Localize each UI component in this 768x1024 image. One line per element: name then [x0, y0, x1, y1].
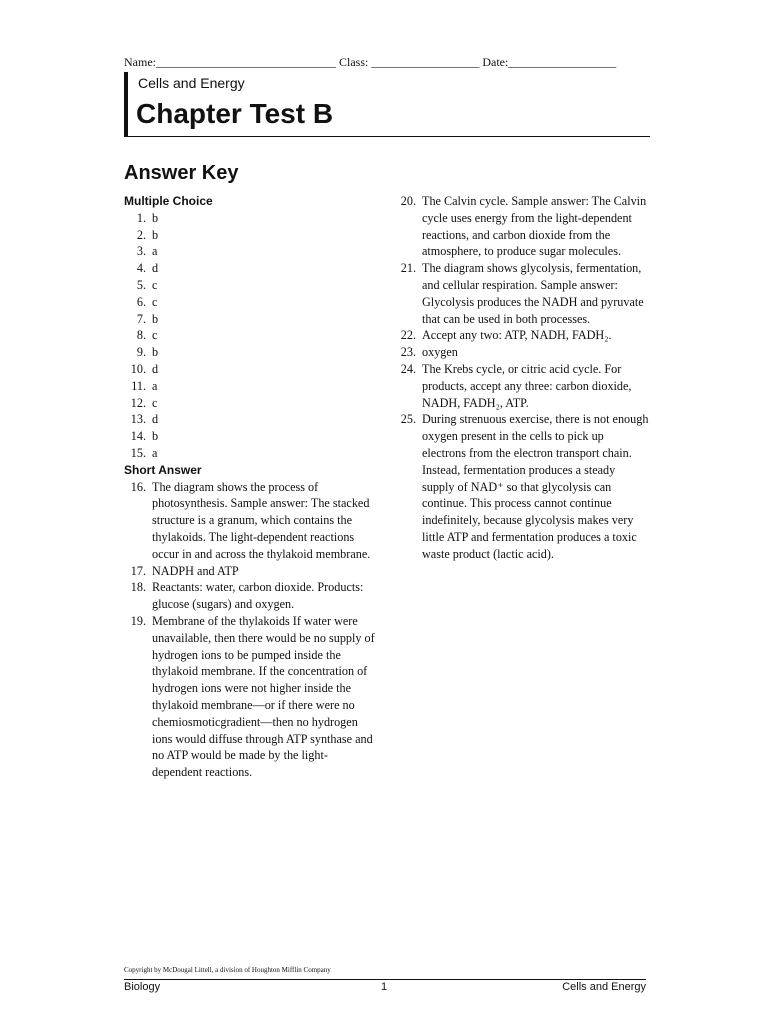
item-number: 2.	[136, 227, 146, 242]
item-text: c	[152, 277, 158, 292]
item-text: The Krebs cycle, or citric acid cycle. For products, accept any three: carbon dioxide, NADH, FADH₂, ATP.	[422, 361, 632, 410]
item-number: 22.	[400, 328, 416, 343]
item-number: 25.	[400, 412, 416, 427]
item-text: d	[152, 261, 159, 276]
answer-item	[394, 327, 650, 344]
item-text: During strenuous exercise, there is not enough oxygen present in the cells to pick up electrons from the electron transport chain. Instead, fermentation produces a steady supply of NAD⁺ so that glycolysis can continue. This process cannot continue indefinitely, because glycolysis makes very little ATP and fermentation produces a toxic waste product (lactic acid).	[422, 412, 649, 561]
answer-item	[124, 277, 376, 294]
item-number: 11.	[131, 378, 146, 393]
item-number: 18.	[130, 580, 146, 595]
item-text: b	[152, 311, 159, 326]
item-number: 10.	[130, 361, 146, 376]
answer-item	[394, 193, 650, 260]
item-number: 17.	[130, 563, 146, 578]
answer-item	[394, 361, 650, 411]
answer-item	[124, 327, 376, 344]
answer-key-heading: Answer Key	[124, 162, 239, 184]
answer-item	[394, 411, 650, 562]
footer-divider	[124, 979, 646, 980]
item-text: d	[152, 412, 159, 427]
item-number: 15.	[130, 445, 146, 460]
item-number: 1.	[136, 210, 146, 225]
answer-item	[124, 227, 376, 244]
answer-item	[124, 294, 376, 311]
item-text: c	[152, 294, 158, 309]
answer-item	[124, 378, 376, 395]
item-text: The diagram shows the process of photosynthesis. Sample answer: The stacked structure is a granum, which contains the thylakoids. The light-dependent reactions occur in and across the thylakoid membrane.	[152, 479, 371, 561]
item-number: 9.	[136, 345, 146, 360]
item-number: 4.	[136, 261, 146, 276]
item-number: 14.	[130, 429, 146, 444]
right-column	[394, 193, 650, 563]
item-number: 6.	[136, 294, 146, 309]
page-number: 1	[381, 981, 388, 993]
answer-item	[124, 428, 376, 445]
answer-item	[124, 311, 376, 328]
item-number: 19.	[130, 613, 146, 628]
answer-item	[124, 479, 376, 563]
answer-item	[394, 344, 650, 361]
answer-item	[124, 243, 376, 260]
item-text: b	[152, 227, 159, 242]
item-number: 20.	[400, 194, 416, 208]
item-number: 21.	[400, 261, 416, 276]
answer-item	[124, 579, 376, 613]
item-text: a	[152, 378, 158, 393]
item-text: b	[152, 210, 159, 225]
item-number: 12.	[130, 395, 146, 410]
item-text: c	[152, 328, 158, 343]
left-column	[124, 193, 376, 781]
item-text: c	[152, 395, 158, 410]
item-text: oxygen	[422, 345, 458, 360]
answer-item	[124, 260, 376, 277]
item-text: The diagram shows glycolysis, fermentation, and cellular respiration. Sample answer: Glycolysis produces the NADH and pyruvate that can be used in both processes.	[422, 261, 644, 326]
item-text: d	[152, 361, 159, 376]
footer-course: Biology	[124, 981, 161, 993]
item-text: a	[152, 445, 158, 460]
item-number: 16.	[130, 479, 146, 494]
item-text: Accept any two: ATP, NADH, FADH₂.	[422, 328, 612, 343]
answer-item	[394, 260, 650, 327]
copyright-notice: Copyright by McDougal Littell, a division of Houghton Mifflin Company	[124, 966, 331, 974]
name-class-date-line: Name:______________________________ Class: __________________ Date:__________________	[124, 55, 617, 69]
item-text: a	[152, 244, 158, 259]
answer-item	[124, 411, 376, 428]
subject-label: Cells and Energy	[138, 75, 245, 91]
item-number: 7.	[136, 311, 146, 326]
item-number: 5.	[136, 277, 146, 292]
short-answer-heading: Short Answer	[124, 462, 202, 477]
footer-unit: Cells and Energy	[562, 981, 646, 993]
answer-item	[124, 563, 376, 580]
item-text: Membrane of the thylakoids If water were unavailable, then there would be no supply of hydrogen ions to be pumped inside the thylakoid membrane. If the concentration of hydrogen ions were not higher inside the thylakoid membrane—or if there were no chemiosmoticgradient—then no hydrogen ions would diffuse through ATP synthase and no ATP would be made by the light-dependent reactions.	[152, 613, 375, 780]
item-text: Reactants: water, carbon dioxide. Products: glucose (sugars) and oxygen.	[152, 580, 364, 612]
item-number: 3.	[136, 244, 146, 259]
item-text: The Calvin cycle. Sample answer: The Calvin cycle uses energy from the light-dependent reactions, and carbon dioxide from the atmosphere, to produce sugar molecules.	[422, 194, 647, 259]
answer-item	[124, 395, 376, 412]
title-block	[124, 72, 650, 137]
item-number: 24.	[400, 361, 416, 376]
item-number: 8.	[136, 328, 146, 343]
chapter-title: Chapter Test B	[136, 98, 334, 129]
item-text: b	[152, 429, 159, 444]
item-text: b	[152, 345, 159, 360]
multiple-choice-heading: Multiple Choice	[124, 194, 213, 208]
answer-item	[124, 445, 376, 462]
answer-item	[124, 361, 376, 378]
answer-item	[124, 344, 376, 361]
answer-item	[124, 210, 376, 227]
item-text: NADPH and ATP	[152, 563, 239, 578]
item-number: 23.	[400, 345, 416, 360]
item-number: 13.	[130, 412, 146, 427]
answer-item	[124, 613, 376, 781]
